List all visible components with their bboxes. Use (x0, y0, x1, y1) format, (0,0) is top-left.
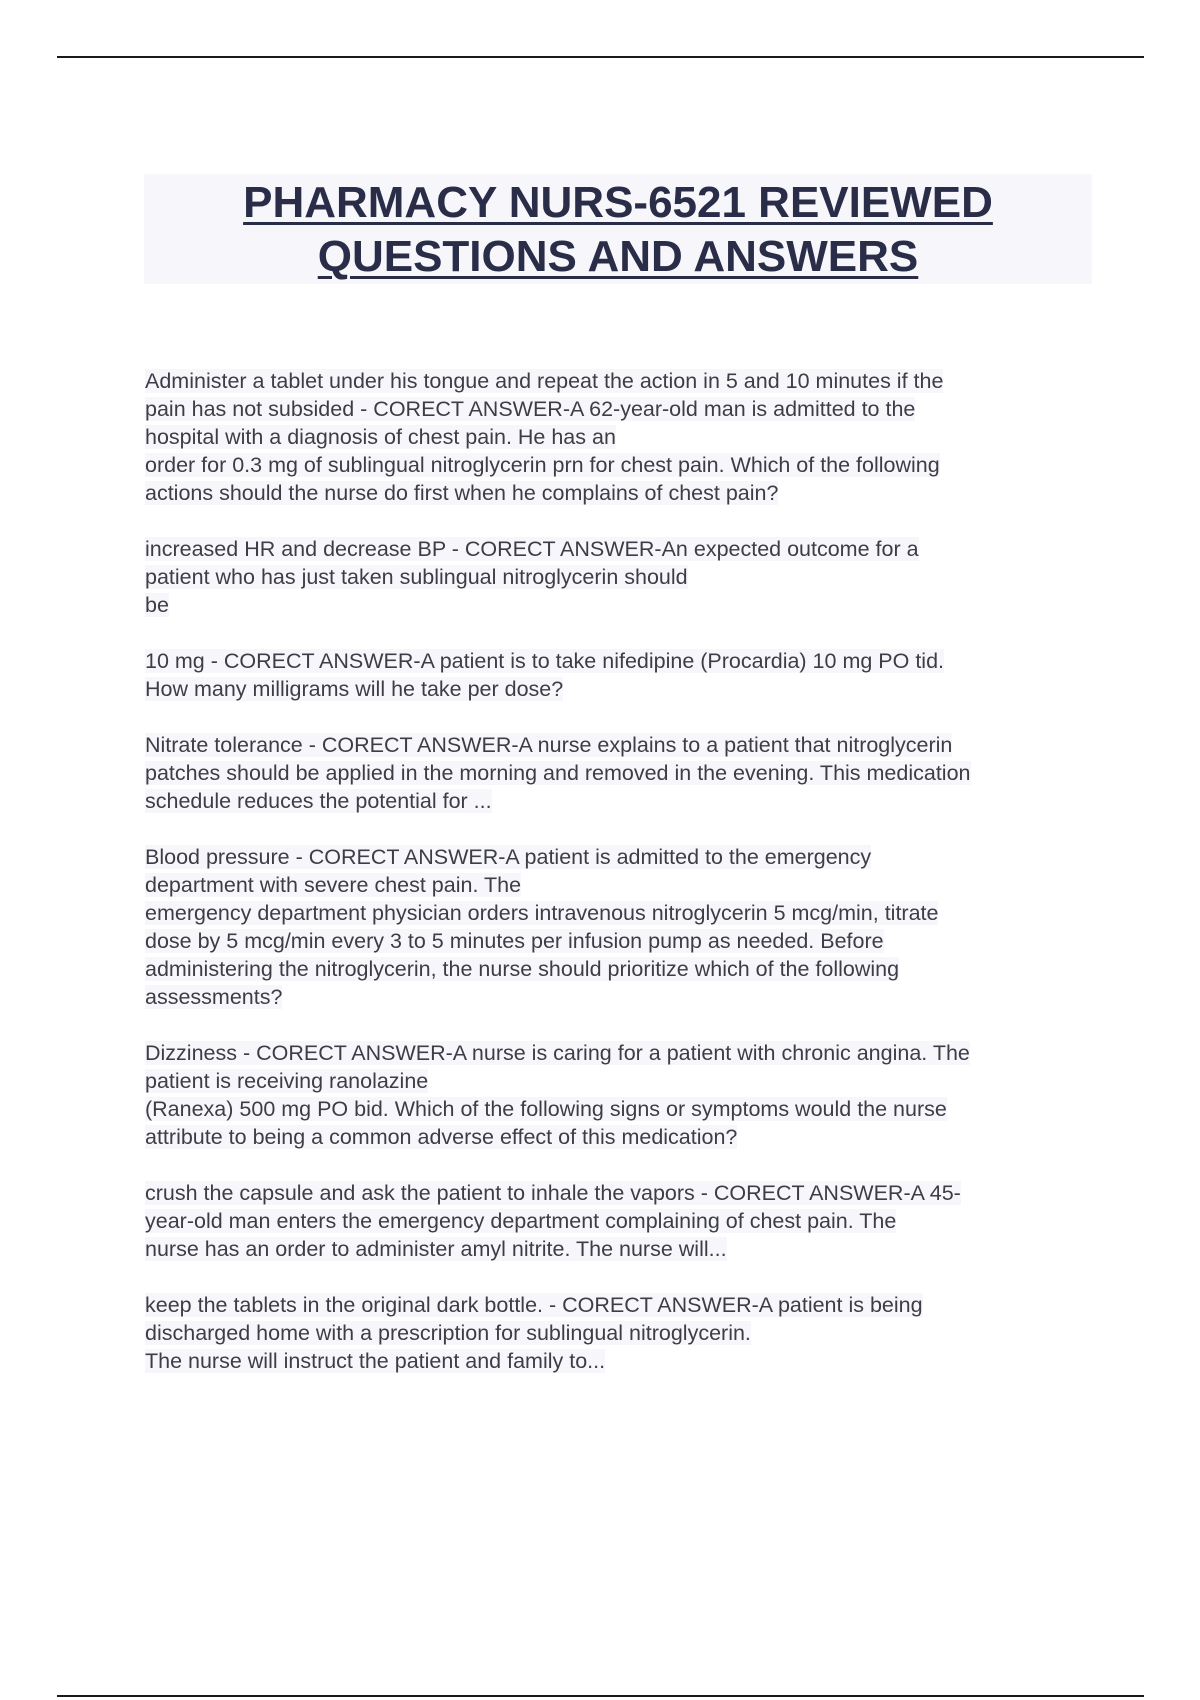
qa-line: (Ranexa) 500 mg PO bid. Which of the following signs or symptoms would the nurse (145, 1097, 947, 1121)
qa-line: be (145, 593, 169, 617)
bottom-rule (57, 1695, 1144, 1697)
qa-line: 10 mg - CORECT ANSWER-A patient is to take nifedipine (Procardia) 10 mg PO tid. (145, 649, 945, 673)
qa-line: attribute to being a common adverse effect of this medication? (145, 1125, 738, 1149)
qa-line: crush the capsule and ask the patient to inhale the vapors - CORECT ANSWER-A 45- (145, 1181, 961, 1205)
qa-line: increased HR and decrease BP - CORECT ANSWER-An expected outcome for a (145, 537, 919, 561)
qa-list (145, 367, 1085, 1403)
qa-line: patches should be applied in the morning and removed in the evening. This medication (145, 761, 971, 785)
qa-item (145, 535, 1085, 619)
qa-line: department with severe chest pain. The (145, 873, 522, 897)
qa-item (145, 1179, 1085, 1263)
qa-line: year-old man enters the emergency department complaining of chest pain. The (145, 1209, 897, 1233)
qa-line: schedule reduces the potential for ... (145, 789, 492, 813)
qa-item (145, 1291, 1085, 1375)
qa-line: nurse has an order to administer amyl nitrite. The nurse will... (145, 1237, 727, 1261)
qa-line: administering the nitroglycerin, the nurse should prioritize which of the following (145, 957, 900, 981)
qa-line: Dizziness - CORECT ANSWER-A nurse is caring for a patient with chronic angina. The (145, 1041, 970, 1065)
qa-item (145, 731, 1085, 815)
qa-line: discharged home with a prescription for sublingual nitroglycerin. (145, 1321, 751, 1345)
document-title (144, 174, 1092, 284)
qa-line: pain has not subsided - CORECT ANSWER-A 62-year-old man is admitted to the (145, 397, 916, 421)
qa-line: dose by 5 mcg/min every 3 to 5 minutes per infusion pump as needed. Before (145, 929, 884, 953)
qa-item (145, 843, 1085, 1011)
qa-line: actions should the nurse do first when he complains of chest pain? (145, 481, 779, 505)
qa-item (145, 647, 1085, 703)
qa-item (145, 367, 1085, 507)
title-line-2: QUESTIONS AND ANSWERS (317, 232, 919, 281)
qa-line: hospital with a diagnosis of chest pain. He has an (145, 425, 616, 449)
title-line-1: PHARMACY NURS-6521 REVIEWED (243, 178, 993, 227)
qa-line: assessments? (145, 985, 283, 1009)
qa-line: Administer a tablet under his tongue and repeat the action in 5 and 10 minutes if the (145, 369, 944, 393)
qa-item (145, 1039, 1085, 1151)
qa-line: order for 0.3 mg of sublingual nitroglycerin prn for chest pain. Which of the following (145, 453, 940, 477)
qa-line: patient is receiving ranolazine (145, 1069, 429, 1093)
qa-line: How many milligrams will he take per dose? (145, 677, 564, 701)
qa-line: The nurse will instruct the patient and family to... (145, 1349, 606, 1373)
qa-line: patient who has just taken sublingual nitroglycerin should (145, 565, 688, 589)
qa-line: emergency department physician orders intravenous nitroglycerin 5 mcg/min, titrate (145, 901, 939, 925)
top-rule (57, 56, 1144, 58)
qa-line: Nitrate tolerance - CORECT ANSWER-A nurse explains to a patient that nitroglycerin (145, 733, 953, 757)
qa-line: keep the tablets in the original dark bottle. - CORECT ANSWER-A patient is being (145, 1293, 923, 1317)
qa-line: Blood pressure - CORECT ANSWER-A patient is admitted to the emergency (145, 845, 872, 869)
